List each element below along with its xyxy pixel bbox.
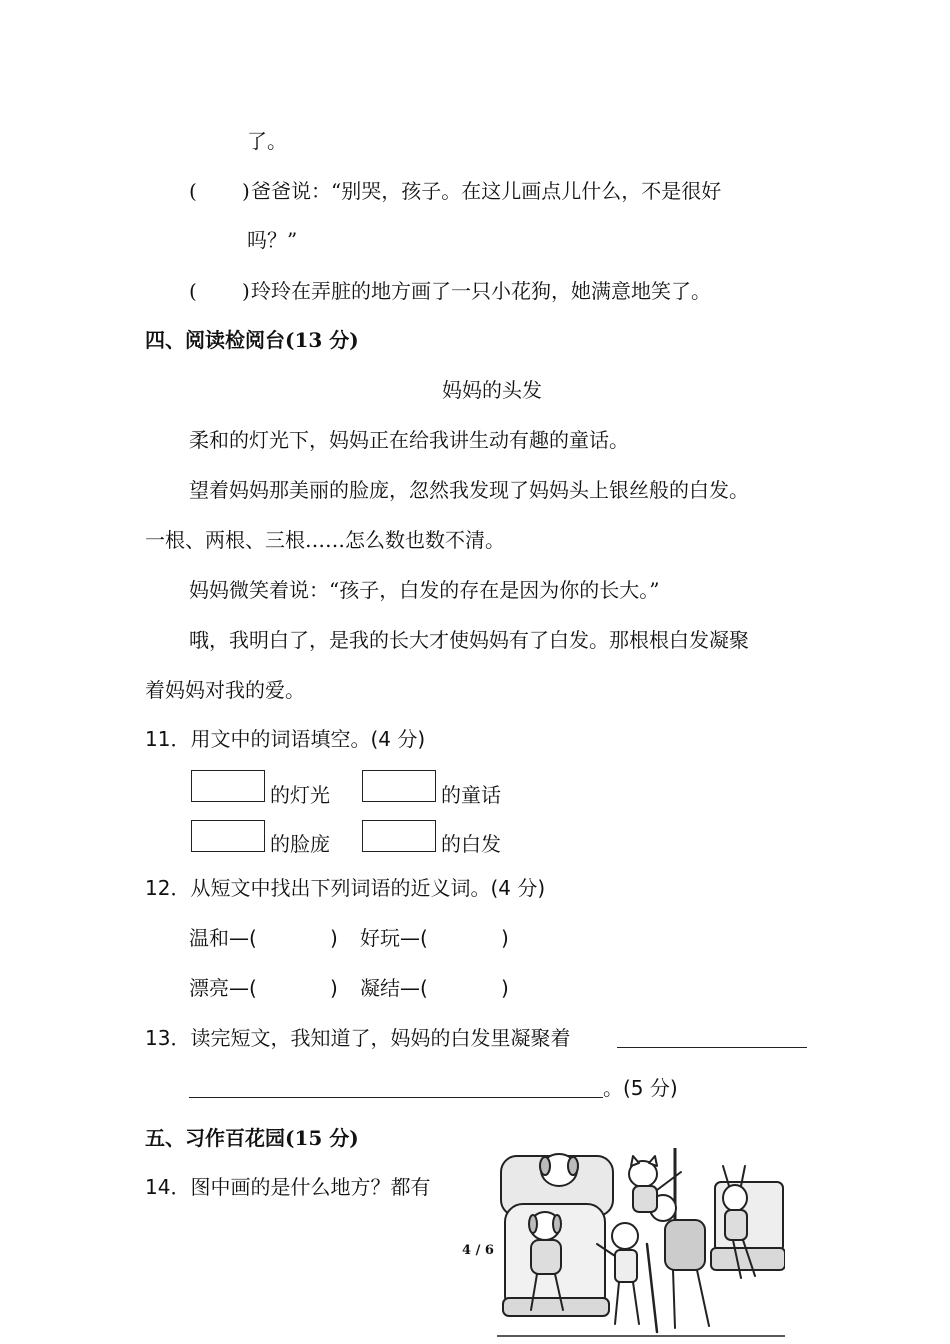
question-13-stem: 13．读完短文，我知道了，妈妈的白发里凝聚着 xyxy=(145,1026,571,1050)
answer-paren-close: ) xyxy=(242,279,250,303)
passage-paragraph-cont: 着妈妈对我的爱。 xyxy=(145,678,305,702)
fill-label: 的白发 xyxy=(441,832,501,856)
synonym-close: ) xyxy=(501,926,509,950)
fill-label: 的灯光 xyxy=(270,783,330,807)
answer-line[interactable] xyxy=(189,1097,603,1098)
passage-paragraph: 哦，我明白了，是我的长大才使妈妈有了白发。那根根白发凝聚 xyxy=(189,628,749,652)
continuation-line: 了。 xyxy=(247,129,287,153)
fill-box[interactable] xyxy=(191,820,265,852)
section-heading: 五、习作百花园(15 分) xyxy=(145,1126,359,1150)
passage-paragraph: 望着妈妈那美丽的脸庞，忽然我发现了妈妈头上银丝般的白发。 xyxy=(189,478,749,502)
passage-title: 妈妈的头发 xyxy=(442,378,542,402)
answer-paren-close: ) xyxy=(242,179,250,203)
section-heading: 四、阅读检阅台(13 分) xyxy=(145,328,359,352)
synonym-close: ) xyxy=(501,976,509,1000)
passage-paragraph-cont: 一根、两根、三根……怎么数也数不清。 xyxy=(145,528,505,552)
page-number: 4 / 6 xyxy=(462,1243,494,1258)
passage-paragraph: 柔和的灯光下，妈妈正在给我讲生动有趣的童话。 xyxy=(189,428,629,452)
passage-paragraph: 妈妈微笑着说：“孩子，白发的存在是因为你的长大。” xyxy=(189,578,660,602)
fill-box[interactable] xyxy=(362,770,436,802)
synonym-prompt: 凝结—( xyxy=(360,976,428,1000)
question-14-stem: 14．图中画的是什么地方？都有 xyxy=(145,1175,431,1199)
synonym-prompt: 温和—( xyxy=(189,926,257,950)
fill-box[interactable] xyxy=(362,820,436,852)
question-13-score: 。(5 分) xyxy=(603,1076,678,1100)
bus-scene-illustration xyxy=(497,1148,785,1344)
fill-box[interactable] xyxy=(191,770,265,802)
answer-line[interactable] xyxy=(617,1047,807,1048)
sentence-text-cont: 吗？” xyxy=(247,228,298,252)
question-12-stem: 12．从短文中找出下列词语的近义词。(4 分) xyxy=(145,876,546,900)
synonym-prompt: 好玩—( xyxy=(360,926,428,950)
synonym-close: ) xyxy=(330,976,338,1000)
fill-label: 的童话 xyxy=(441,783,501,807)
sentence-text: 玲玲在弄脏的地方画了一只小花狗，她满意地笑了。 xyxy=(251,279,711,303)
question-11-stem: 11．用文中的词语填空。(4 分) xyxy=(145,727,426,751)
fill-label: 的脸庞 xyxy=(270,832,330,856)
synonym-close: ) xyxy=(330,926,338,950)
sentence-text: 爸爸说：“别哭，孩子。在这儿画点儿什么，不是很好 xyxy=(251,179,722,203)
answer-paren-open: ( xyxy=(189,279,197,303)
synonym-prompt: 漂亮—( xyxy=(189,976,257,1000)
answer-paren-open: ( xyxy=(189,179,197,203)
